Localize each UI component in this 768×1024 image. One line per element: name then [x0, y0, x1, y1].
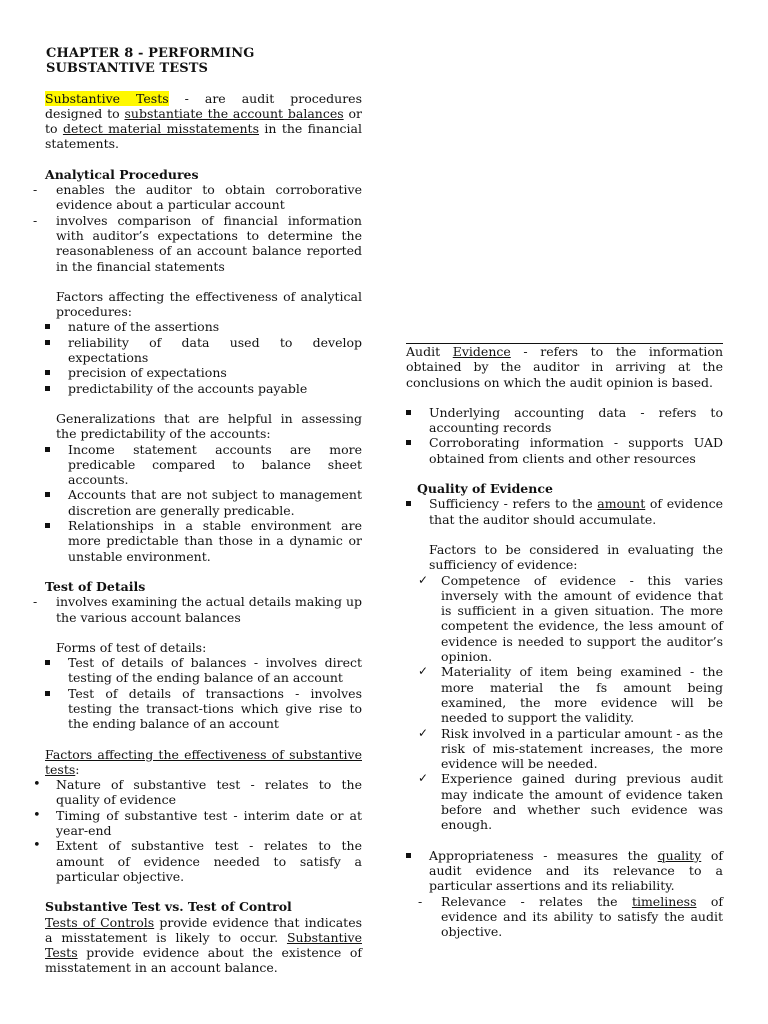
- left-column: [33, 46, 363, 976]
- analytical-heading: Analytical Procedures: [45, 166, 199, 182]
- forms-list: [45, 655, 362, 731]
- intro-paragraph: Substantive Tests - are audit procedures designed to substantiate the account balances or to detect material misstatements in the financial statements.: [45, 90, 363, 152]
- factors-substantive-heading: Factors affecting the effectiveness of substantive tests:: [45, 746, 362, 777]
- generalizations-intro: Generalizations that are helpful in assessing the predictability of the accounts:: [56, 410, 362, 442]
- vs-heading: Substantive Test vs. Test of Control: [45, 899, 292, 915]
- sufficiency-list: [406, 496, 723, 527]
- list-item: Appropriateness - measures the quality of audit evidence and its relevance to a particular assertions and its reliability.: [406, 848, 723, 894]
- list-item: reliability of data used to develop expectations: [45, 335, 362, 366]
- list-item: nature of the assertions: [45, 319, 362, 334]
- list-item: ✓ Experience gained during previous audit may indicate the amount of evidence taken before and whether such evidence was enough.: [418, 771, 723, 833]
- evidence-paragraph: Audit Evidence - refers to the information obtained by the auditor in arriving at the conclusions on which the audit opinion is based.: [406, 344, 723, 390]
- list-item: - involves comparison of financial information with auditor’s expectations to determine the reasonableness of an account balance reported in the financial statements: [33, 212, 362, 274]
- analytical-dash-list: [33, 182, 362, 274]
- details-heading: Test of Details: [45, 578, 146, 594]
- appropriateness-list: [406, 848, 723, 894]
- factors-substantive-list: [33, 777, 362, 884]
- list-item: - involves examining the actual details making up the various account balances: [33, 594, 362, 625]
- analytical-factors-list: [45, 319, 362, 395]
- list-item: • Timing of substantive test - interim date or at year-end: [33, 807, 362, 839]
- list-item: Test of details of balances - involves direct testing of the ending balance of an account: [45, 655, 362, 686]
- list-item: Income statement accounts are more predicable compared to balance sheet accounts.: [45, 442, 362, 488]
- list-item: Underlying accounting data - refers to accounting records: [406, 405, 723, 436]
- checkmark-icon: ✓: [418, 664, 429, 679]
- right-column: [406, 343, 723, 939]
- list-item: Corroborating information - supports UAD obtained from clients and other resources: [406, 435, 723, 466]
- sufficiency-factors-intro: Factors to be considered in evaluating the sufficiency of evidence:: [429, 541, 723, 573]
- analytical-factors-intro: Factors affecting the effectiveness of analytical procedures:: [56, 288, 362, 320]
- checkmark-icon: ✓: [418, 771, 429, 786]
- vs-paragraph: Tests of Controls provide evidence that indicates a misstatement is likely to occur. Substantive Tests provide evidence about the existence of misstatement in an account balance.: [45, 914, 363, 976]
- evidence-list: [406, 405, 723, 466]
- list-item: Accounts that are not subject to management discretion are generally predicable.: [45, 487, 362, 518]
- list-item: Test of details of transactions - involves testing the transact-tions which give rise to the ending balance of an account: [45, 686, 362, 732]
- chapter-title: CHAPTER 8 - PERFORMING SUBSTANTIVE TESTS: [46, 46, 255, 77]
- highlighted-term: Substantive Tests: [45, 90, 169, 106]
- sufficiency-check-list: [406, 573, 723, 833]
- list-item: precision of expectations: [45, 365, 362, 380]
- forms-intro: Forms of test of details:: [56, 639, 207, 655]
- list-item: - Relevance - relates the timeliness of evidence and its ability to satisfy the audit objective.: [418, 893, 723, 940]
- list-item: ✓ Risk involved in a particular amount - as the risk of mis-statement increases, the more evidence will be needed.: [418, 725, 723, 772]
- checkmark-icon: ✓: [418, 725, 429, 740]
- list-item: Relationships in a stable environment are more predictable than those in a dynamic or unstable environment.: [45, 518, 362, 564]
- list-item: - enables the auditor to obtain corroborative evidence about a particular account: [33, 182, 362, 213]
- list-item: • Extent of substantive test - relates to the amount of evidence needed to satisfy a particular objective.: [33, 838, 362, 884]
- list-item: ✓ Materiality of item being examined - the more material the fs amount being examined, the more evidence will be needed to support the validity.: [418, 664, 723, 726]
- list-item: predictability of the accounts payable: [45, 381, 362, 396]
- checkmark-icon: ✓: [418, 572, 429, 587]
- list-item: • Nature of substantive test - relates to the quality of evidence: [33, 777, 362, 808]
- quality-heading: Quality of Evidence: [417, 481, 553, 497]
- details-dash-list: [33, 594, 362, 625]
- relevance-list: [406, 894, 723, 940]
- generalizations-list: [45, 442, 362, 564]
- list-item: ✓ Competence of evidence - this varies inversely with the amount of evidence that is sufficient in a given situation. The more competent the evidence, the less amount of evidence is needed to support the auditor’s opinion.: [418, 572, 723, 665]
- list-item: Sufficiency - refers to the amount of evidence that the auditor should accumulate.: [406, 496, 723, 527]
